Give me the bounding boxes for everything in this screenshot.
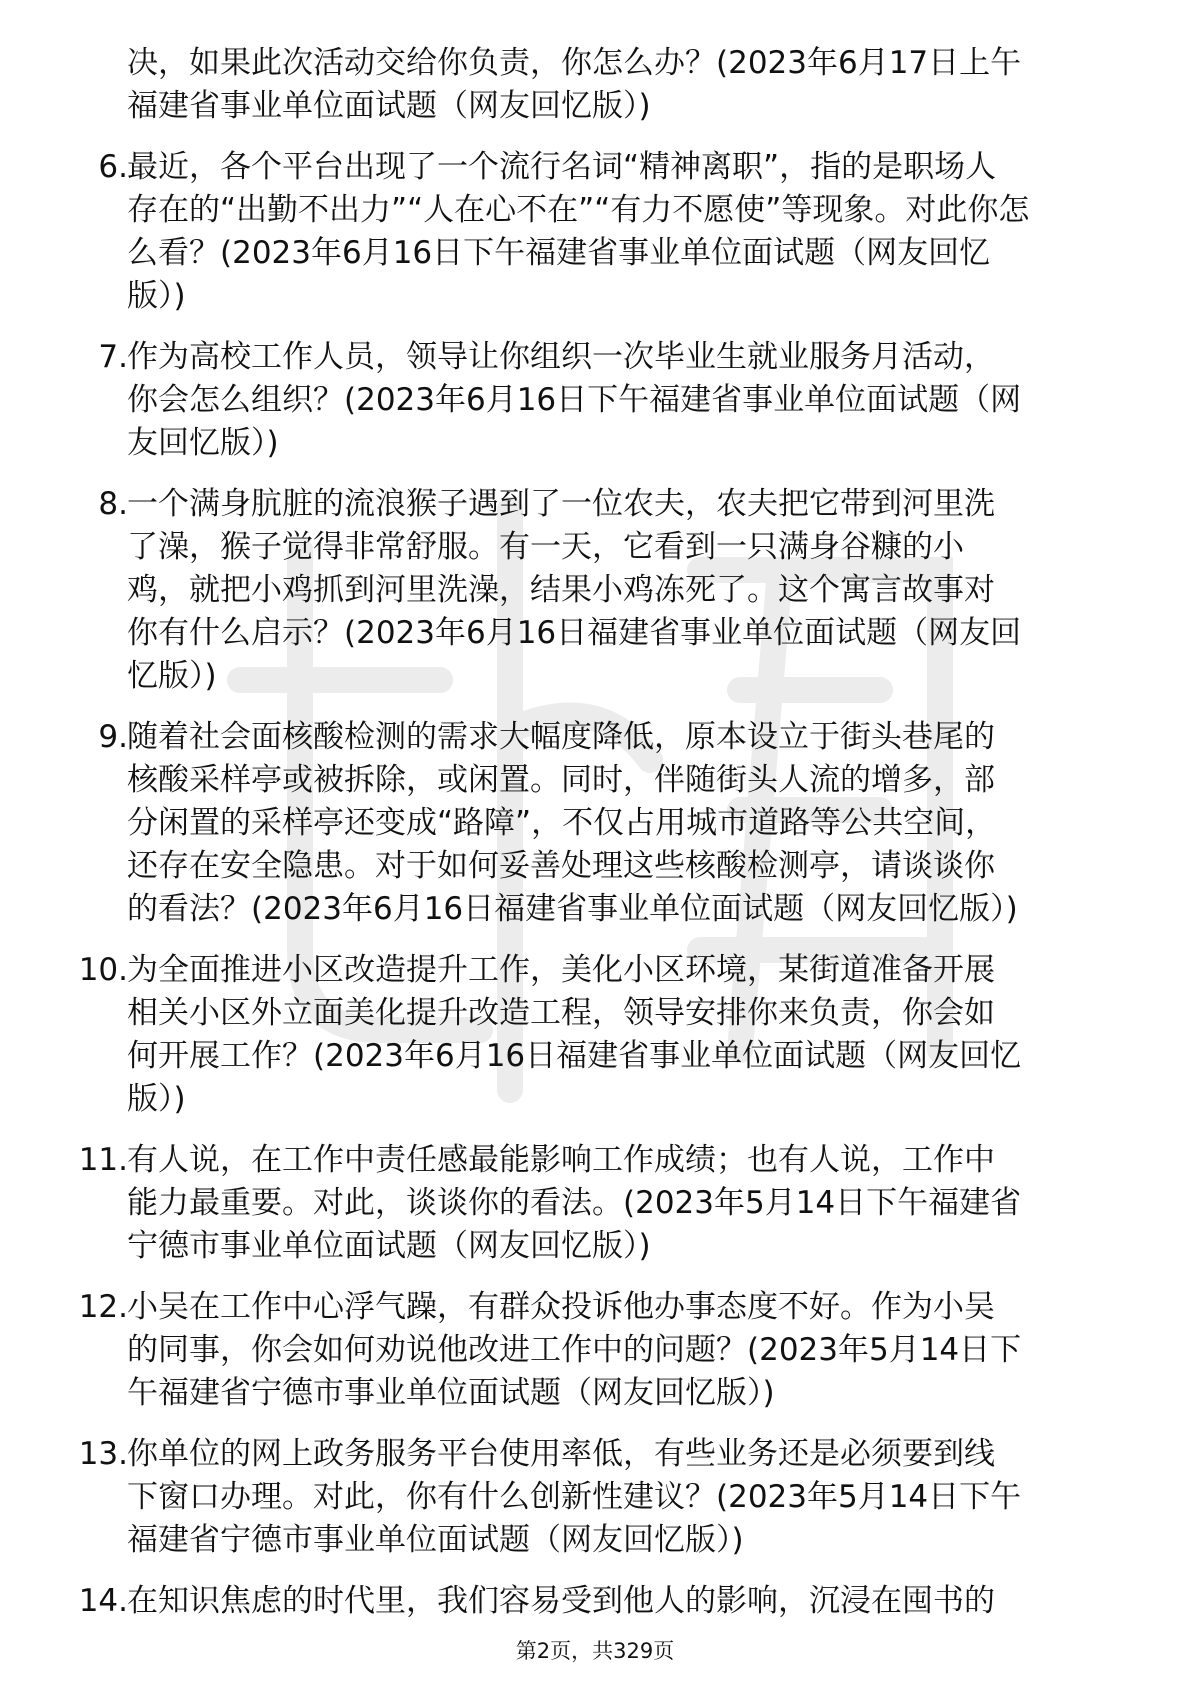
text-line: 的同事，你会如何劝说他改进工作中的问题？(2023年5月14日下 bbox=[127, 1332, 1022, 1368]
text-line: 你单位的网上政务服务平台使用率低，有些业务还是必须要到线 bbox=[127, 1436, 995, 1472]
text-line: 能力最重要。对此，谈谈你的看法。(2023年5月14日下午福建省 bbox=[127, 1185, 1022, 1221]
item-text bbox=[127, 949, 1167, 1121]
page-number-footer: 第2页，共329页 bbox=[515, 1639, 675, 1663]
text-line: 宁德市事业单位面试题（网友回忆版）) bbox=[127, 1228, 651, 1264]
item-number: 12. bbox=[78, 1289, 128, 1325]
item-text bbox=[127, 1433, 1167, 1562]
text-line: 鸡，就把小鸡抓到河里洗澡，结果小鸡冻死了。这个寓言故事对 bbox=[127, 572, 995, 608]
text-line: 福建省事业单位面试题（网友回忆版）) bbox=[127, 88, 651, 124]
list-item bbox=[0, 716, 1190, 931]
text-line: 版）) bbox=[127, 1081, 186, 1117]
text-line: 友回忆版）) bbox=[127, 425, 279, 461]
text-line: 为全面推进小区改造提升工作，美化小区环境，某街道准备开展 bbox=[127, 952, 995, 988]
text-line: 版）) bbox=[127, 278, 186, 314]
text-line: 有人说，在工作中责任感最能影响工作成绩；也有人说，工作中 bbox=[127, 1142, 995, 1178]
list-item bbox=[0, 483, 1190, 698]
text-line: 作为高校工作人员，领导让你组织一次毕业生就业服务月活动， bbox=[127, 339, 995, 375]
text-line: 忆版）) bbox=[127, 658, 217, 694]
item-number: 11. bbox=[78, 1142, 128, 1178]
text-line: 了澡，猴子觉得非常舒服。有一天，它看到一只满身谷糠的小 bbox=[127, 529, 964, 565]
text-line: 最近，各个平台出现了一个流行名词“精神离职”，指的是职场人 bbox=[127, 149, 997, 185]
item-text bbox=[127, 1139, 1167, 1268]
item-text bbox=[127, 146, 1167, 318]
text-line: 你有什么启示？(2023年6月16日福建省事业单位面试题（网友回 bbox=[127, 615, 1022, 651]
item-text bbox=[127, 483, 1167, 698]
text-line: 么看？(2023年6月16日下午福建省事业单位面试题（网友回忆 bbox=[127, 235, 991, 271]
list-item bbox=[0, 1433, 1190, 1562]
list-item bbox=[0, 1580, 1190, 1623]
text-line: 小吴在工作中心浮气躁，有群众投诉他办事态度不好。作为小吴 bbox=[127, 1289, 995, 1325]
text-line: 午福建省宁德市事业单位面试题（网友回忆版）) bbox=[127, 1375, 775, 1411]
text-line: 的看法？(2023年6月16日福建省事业单位面试题（网友回忆版）) bbox=[127, 891, 1018, 927]
text-line: 还存在安全隐患。对于如何妥善处理这些核酸检测亭，请谈谈你 bbox=[127, 848, 995, 884]
text-line: 决，如果此次活动交给你负责，你怎么办？(2023年6月17日上午 bbox=[127, 45, 1022, 81]
item-number: 7. bbox=[98, 339, 128, 375]
text-line: 核酸采样亭或被拆除，或闲置。同时，伴随街头人流的增多，部 bbox=[127, 762, 995, 798]
list-item bbox=[0, 1139, 1190, 1268]
item-text bbox=[127, 1580, 1167, 1623]
text-line: 存在的“出勤不出力”“人在心不在”“有力不愿使”等现象。对此你怎 bbox=[127, 192, 1030, 228]
item-text bbox=[127, 1286, 1167, 1415]
item-text bbox=[127, 716, 1167, 931]
list-item bbox=[0, 146, 1190, 318]
text-line: 相关小区外立面美化提升改造工程，领导安排你来负责，你会如 bbox=[127, 995, 995, 1031]
text-line: 你会怎么组织？(2023年6月16日下午福建省事业单位面试题（网 bbox=[127, 382, 1022, 418]
list-item bbox=[0, 1286, 1190, 1415]
question-list bbox=[0, 42, 1190, 1641]
item-text bbox=[127, 336, 1167, 465]
item-number: 13. bbox=[78, 1436, 128, 1472]
item-number: 8. bbox=[98, 486, 128, 522]
text-line: 一个满身肮脏的流浪猴子遇到了一位农夫，农夫把它带到河里洗 bbox=[127, 486, 995, 522]
text-line: 在知识焦虑的时代里，我们容易受到他人的影响，沉浸在囤书的 bbox=[127, 1583, 995, 1619]
text-line: 分闲置的采样亭还变成“路障”，不仅占用城市道路等公共空间， bbox=[127, 805, 997, 841]
item-text bbox=[127, 42, 1167, 128]
text-line: 何开展工作？(2023年6月16日福建省事业单位面试题（网友回忆 bbox=[127, 1038, 1022, 1074]
list-item bbox=[0, 336, 1190, 465]
list-item bbox=[0, 42, 1190, 128]
text-line: 福建省宁德市事业单位面试题（网友回忆版）) bbox=[127, 1522, 744, 1558]
item-number: 10. bbox=[78, 952, 128, 988]
text-line: 随着社会面核酸检测的需求大幅度降低，原本设立于街头巷尾的 bbox=[127, 719, 995, 755]
item-number: 6. bbox=[98, 149, 128, 185]
item-number: 9. bbox=[98, 719, 128, 755]
text-line: 下窗口办理。对此，你有什么创新性建议？(2023年5月14日下午 bbox=[127, 1479, 1022, 1515]
list-item bbox=[0, 949, 1190, 1121]
item-number: 14. bbox=[78, 1583, 128, 1619]
